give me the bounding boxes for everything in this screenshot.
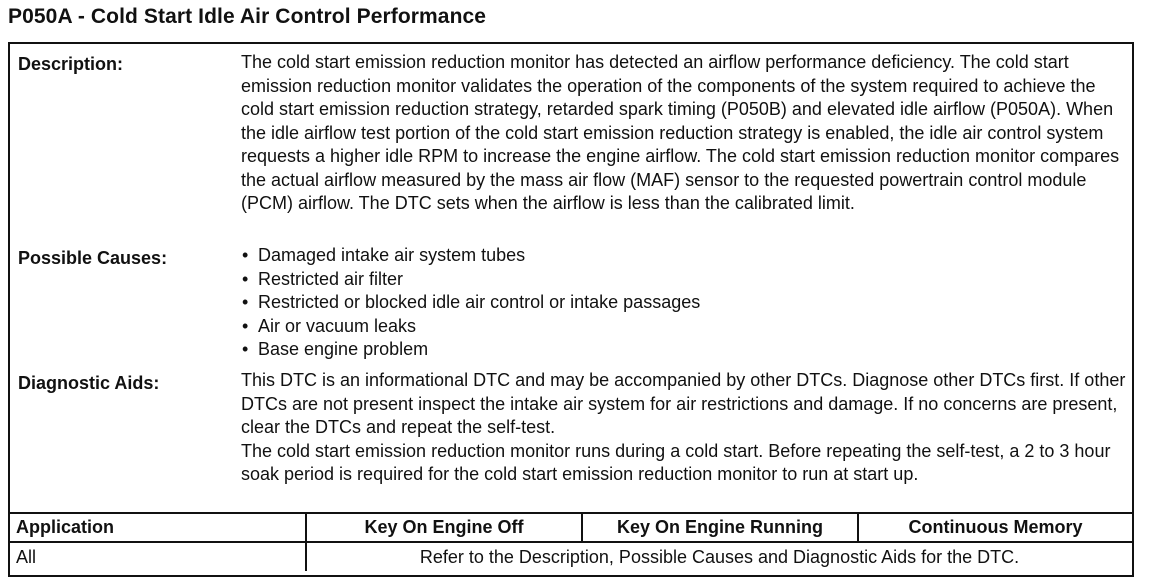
diagnostic-aids-paragraph: The cold start emission reduction monitor runs during a cold start. Before repeating the self-test, a 2 to 3 hour soak period is required for the cold start emission reduction monitor to run at start up. <box>241 440 1111 484</box>
application-table <box>10 512 1132 571</box>
description-text <box>241 51 1129 216</box>
header-application: Application <box>10 513 306 542</box>
cause-text: Damaged intake air system tubes <box>258 245 526 265</box>
diagnostic-aids-paragraph: This DTC is an informational DTC and may be accompanied by other DTCs. Diagnose other DTCs first. If other DTCs are not present inspect the intake air system for air restrictions and damage. If no concerns are present, clear the DTCs and repeat the self-test. <box>241 370 1126 437</box>
bullet-icon: • <box>242 292 249 312</box>
table-row <box>10 542 1132 571</box>
diagnostic-aids-text <box>241 369 1129 487</box>
cell-application: All <box>10 542 306 571</box>
page-title: P050A - Cold Start Idle Air Control Performance <box>8 5 487 28</box>
bullet-icon: • <box>242 268 249 289</box>
cause-text: Air or vacuum leaks <box>258 315 417 336</box>
dtc-info-box <box>8 42 1134 577</box>
cause-text: Base engine problem <box>258 339 429 359</box>
description-paragraph: The cold start emission reduction monitor has detected an airflow performance deficiency. The cold start emission reduction monitor validates the operation of the components of the system required to achieve the cold start emission reduction strategy, retarded spark timing (P050B) and elevated idle airflow (P050A). When the idle airflow test portion of the cold start emission reduction strategy is enabled, the idle air control system requests a higher idle RPM to increase the engine airflow. The cold start emission reduction monitor compares the actual airflow measured by the mass air flow (MAF) sensor to the requested powertrain control module (PCM) airflow. The DTC sets when the airflow is less than the calibrated limit. <box>241 52 1120 213</box>
cell-note: Refer to the Description, Possible Causes and Diagnostic Aids for the DTC. <box>306 542 1132 571</box>
cause-text: Restricted air filter <box>258 268 404 289</box>
bullet-icon: • <box>242 315 249 336</box>
header-key-on-engine-off: Key On Engine Off <box>306 513 582 542</box>
cause-item <box>241 244 1129 268</box>
cause-item <box>241 268 1129 292</box>
diagnostic-aids-label: Diagnostic Aids: <box>18 373 160 393</box>
cause-text: Restricted or blocked idle air control or intake passages <box>258 292 701 312</box>
table-header-row <box>10 513 1132 542</box>
possible-causes-list <box>241 244 1129 362</box>
description-label: Description: <box>18 54 124 74</box>
possible-causes-label: Possible Causes: <box>18 248 168 268</box>
cause-item <box>241 338 1129 362</box>
header-continuous-memory: Continuous Memory <box>858 513 1132 542</box>
header-key-on-engine-running: Key On Engine Running <box>582 513 858 542</box>
bullet-icon: • <box>242 339 249 359</box>
bullet-icon: • <box>242 245 249 265</box>
cause-item <box>241 291 1129 315</box>
cause-item <box>241 315 1129 339</box>
